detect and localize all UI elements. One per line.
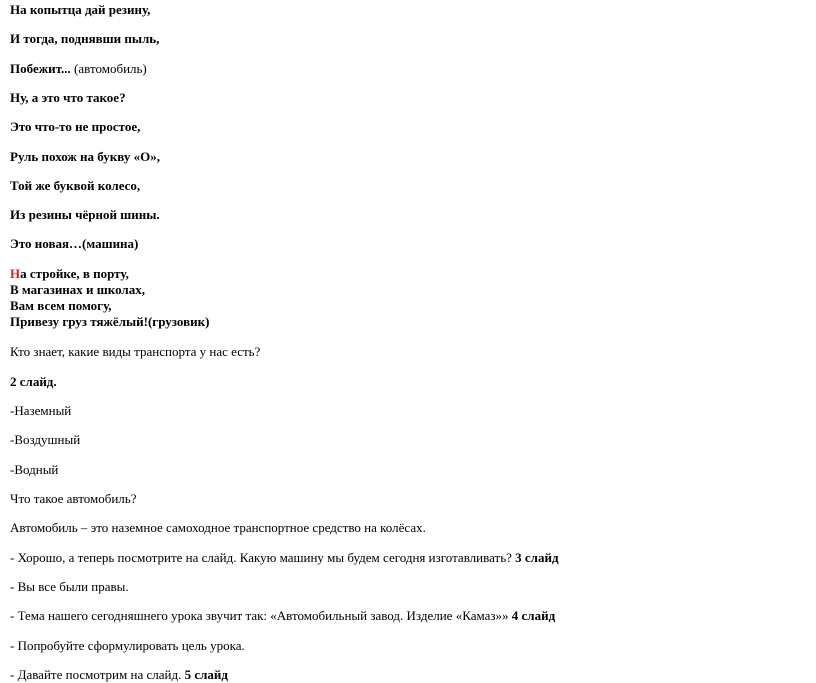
paragraph-look-slide <box>10 550 559 566</box>
slide-2-label: 2 слайд. <box>10 374 57 389</box>
question-transport: Кто знает, какие виды транспорта у нас есть? <box>10 344 261 359</box>
riddle3-first-letter: Н <box>10 266 21 281</box>
riddle1-answer: (автомобиль) <box>74 61 147 76</box>
slide-3-label: 3 слайд <box>515 550 559 565</box>
list-item-water: -Водный <box>10 462 59 477</box>
paragraph-all-right: - Вы все были правы. <box>10 579 129 594</box>
riddle3-line3: Вам всем помогу, <box>10 298 112 313</box>
riddle1-line3 <box>10 61 147 77</box>
riddle3-line1-rest: а стройке, в порту, <box>20 266 129 281</box>
paragraph-view-slide <box>10 667 228 683</box>
definition-car: Автомобиль – это наземное самоходное транспортное средство на колёсах. <box>10 520 426 535</box>
riddle1-line3-text: Побежит... <box>10 61 71 76</box>
list-item-air: -Воздушный <box>10 432 81 447</box>
question-car: Что такое автомобиль? <box>10 491 137 506</box>
slide-5-label: 5 слайд <box>184 667 228 682</box>
paragraph-lesson-goal: - Попробуйте сформулировать цель урока. <box>10 638 245 653</box>
paragraph-lesson-topic-text: - Тема нашего сегодняшнего урока звучит так: «Автомобильный завод. Изделие «Камаз»» <box>10 608 512 623</box>
riddle1-line2: И тогда, поднявши пыль, <box>10 31 160 46</box>
paragraph-view-slide-text: - Давайте посмотрим на слайд. <box>10 667 185 682</box>
riddle2-line6: Это новая…(машина) <box>10 236 139 251</box>
riddle2-line5: Из резины чёрной шины. <box>10 207 160 222</box>
riddle3-line1 <box>10 266 129 282</box>
riddle3-line2: В магазинах и школах, <box>10 282 145 297</box>
riddle3-line4: Привезу груз тяжёлый!(грузовик) <box>10 314 210 329</box>
riddle2-line3: Руль похож на букву «О», <box>10 149 160 164</box>
paragraph-lesson-topic <box>10 608 555 624</box>
riddle2-line4: Той же буквой колесо, <box>10 178 141 193</box>
list-item-ground: -Наземный <box>10 403 72 418</box>
riddle2-line2: Это что-то не простое, <box>10 119 141 134</box>
paragraph-look-slide-text: - Хорошо, а теперь посмотрите на слайд. Какую машину мы будем сегодня изготавливать? <box>10 550 516 565</box>
riddle2-line1: Ну, а это что такое? <box>10 90 126 105</box>
riddle1-line1: На копытца дай резину, <box>10 2 151 17</box>
slide-4-label: 4 слайд <box>511 608 556 623</box>
